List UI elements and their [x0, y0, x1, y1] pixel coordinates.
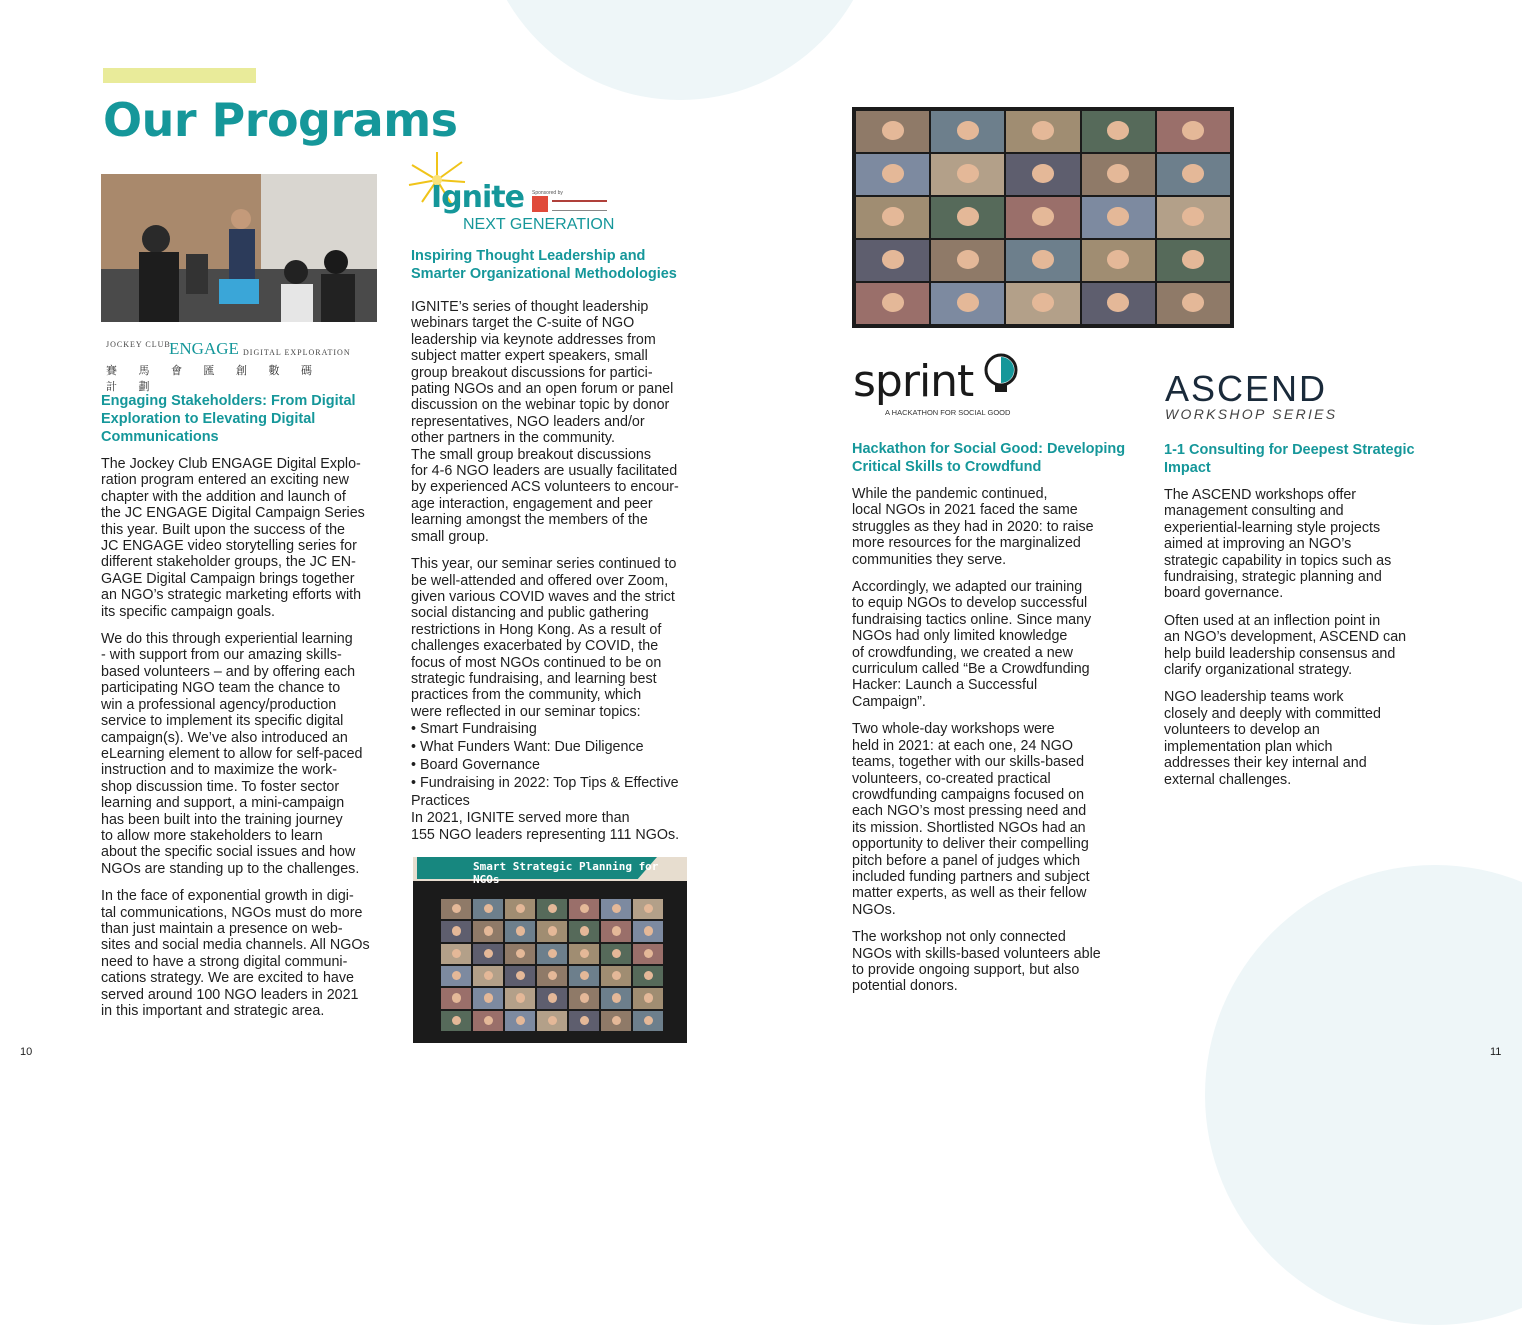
ignite-paragraph: This year, our seminar series continued to be well-attended and offered over Zoom, given various COVID waves and the strict social distancing and public gathering restrictions in Hong Kong. As a result of challenges exacerbated by COVID, the focus of most NGOs continued to be on strategic fundraising, and learning best practices from the community, which were reflected in our seminar topics:: [411, 556, 677, 720]
video-tile: [505, 921, 535, 941]
video-tile: [505, 899, 535, 919]
video-tile: [1082, 111, 1155, 152]
video-tile: [505, 944, 535, 964]
video-tile: [569, 899, 599, 919]
video-tile: [537, 921, 567, 941]
ignite-subtitle: Inspiring Thought Leadership and Smarter Organizational Methodologies: [411, 248, 677, 282]
ignite-logo-tag: NEXT GENERATION: [463, 216, 615, 233]
seminar-topic: • Fundraising in 2022: Top Tips & Effective Practices: [411, 774, 703, 810]
video-tile: [1157, 154, 1230, 195]
video-tile: [473, 944, 503, 964]
video-tile: [441, 1011, 471, 1031]
engage-logo-chinese: 賽 馬 會 匯 創 數 碼 計 劃: [106, 364, 321, 393]
seminar-topic: • Smart Fundraising: [411, 720, 703, 738]
video-tile: [441, 966, 471, 986]
video-tile: [569, 944, 599, 964]
video-tile: [931, 154, 1004, 195]
ignite-logo-name: Ignite: [431, 180, 524, 215]
video-tile: [569, 966, 599, 986]
engage-logo-brand: JOCKEY CLUB: [106, 340, 171, 349]
video-tile: [505, 1011, 535, 1031]
video-tile: [601, 1011, 631, 1031]
video-tile: [441, 899, 471, 919]
video-tile: [569, 988, 599, 1008]
video-tile: [1006, 111, 1079, 152]
ignite-paragraph: IGNITE’s series of thought leadership webinars target the C-suite of NGO leadership via keynote addresses from subject matter expert speakers, small group breakout discussions for partici- pating NGOs and an open forum or panel discussion on the webinar topic by donor representatives, NGO leaders and/or other partners in the community. The small group breakout discussions for 4-6 NGO leaders are usually facilitated by experienced ACS volunteers to encour- age interaction, engagement and peer learning amongst the members of the small group.: [411, 299, 679, 545]
video-tile: [473, 988, 503, 1008]
video-tile: [633, 966, 663, 986]
sprint-paragraph: Accordingly, we adapted our training to equip NGOs to develop successful fundraising tactics online. Since many NGOs had only limited knowledge of crowdfunding, we created a new curriculum called “Be a Crowdfunding Hacker: Launch a Successful Campaign”.: [852, 579, 1092, 710]
seminar-topic: • What Funders Want: Due Diligence: [411, 738, 703, 756]
sprint-logo-tag: A HACKATHON FOR SOCIAL GOOD: [885, 408, 1011, 417]
engage-logo: [103, 335, 353, 393]
webinar-video-grid: [437, 895, 667, 1035]
lightbulb-icon: [981, 352, 1021, 396]
video-tile: [1006, 283, 1079, 324]
video-tile: [1082, 197, 1155, 238]
video-tile: [537, 899, 567, 919]
video-tile: [601, 988, 631, 1008]
sprint-paragraph: While the pandemic continued, local NGOs in 2021 faced the same struggles as they had in 2020: to raise more resources for the marginalized communities they serve.: [852, 486, 1094, 568]
sprint-paragraph: Two whole-day workshops were held in 2021: at each one, 24 NGO teams, together with our skills-based volunteers, co-created practical crowdfunding campaigns focused on each NGO’s most pressing need and its mission. Shortlisted NGOs had an opportunity to deliver their compelling pitch before a panel of judges which included funding partners and subject matter experts, as well as their fellow NGOs.: [852, 721, 1090, 918]
video-tile: [1006, 240, 1079, 281]
video-tile: [1157, 197, 1230, 238]
engage-logo-name: ENGAGE: [169, 339, 239, 358]
video-tile: [1157, 111, 1230, 152]
ascend-logo-name: ASCEND: [1165, 368, 1328, 409]
video-tile: [537, 1011, 567, 1031]
sprint-zoom-screenshot: [852, 107, 1234, 328]
video-tile: [473, 966, 503, 986]
video-tile: [601, 966, 631, 986]
video-tile: [856, 154, 929, 195]
video-tile: [931, 283, 1004, 324]
engage-workshop-photo: [101, 174, 377, 322]
video-tile: [601, 921, 631, 941]
video-tile: [633, 1011, 663, 1031]
video-tile: [441, 921, 471, 941]
video-tile: [1082, 283, 1155, 324]
ignite-webinar-screenshot: [413, 857, 687, 1043]
background-circle-bottom: [1205, 865, 1522, 1325]
ignite-column: [411, 247, 703, 854]
video-tile: [473, 921, 503, 941]
engage-paragraph: The Jockey Club ENGAGE Digital Explo- ration program entered an exciting new chapter with the addition and launch of the JC ENGAGE Digital Campaign Series this year. Built upon the success of the JC ENGAGE video storytelling series for different stakeholder groups, the JC EN- GAGE Digital Campaign brings together an NGO’s strategic marketing efforts with its specific campaign goals.: [101, 456, 365, 620]
ignite-sponsor-label: Sponsored by: [532, 190, 563, 196]
ascend-logo: [1165, 370, 1345, 430]
ascend-subtitle: 1-1 Consulting for Deepest Strategic Impact: [1164, 442, 1415, 476]
engage-paragraph: In the face of exponential growth in digi- tal communications, NGOs must do more than just maintain a presence on web- sites and social media channels. All NGOs need to have a strong digital communi- cations strategy. We are excited to have served around 100 NGO leaders in 2021 in this important and strategic area.: [101, 888, 370, 1019]
seminar-topic: • Board Governance: [411, 756, 703, 774]
ascend-paragraph: Often used at an inflection point in an NGO’s development, ASCEND can help build leadership consensus and clarify organizational strategy.: [1164, 612, 1407, 679]
engage-logo-tag: DIGITAL EXPLORATION: [243, 348, 351, 357]
video-tile: [931, 240, 1004, 281]
engage-column: [101, 392, 386, 1030]
video-tile: [601, 899, 631, 919]
video-tile: [537, 966, 567, 986]
video-tile: [537, 988, 567, 1008]
video-tile: [633, 988, 663, 1008]
video-tile: [1157, 240, 1230, 281]
video-tile: [569, 1011, 599, 1031]
page-number-left: 10: [20, 1046, 33, 1058]
video-tile: [601, 944, 631, 964]
video-tile: [856, 197, 929, 238]
page-number-right: 11: [1490, 1046, 1502, 1058]
video-tile: [1157, 283, 1230, 324]
video-tile: [931, 197, 1004, 238]
video-tile: [441, 944, 471, 964]
video-tile: [856, 111, 929, 152]
sprint-column: [852, 440, 1132, 1006]
video-tile: [441, 988, 471, 1008]
video-tile: [931, 111, 1004, 152]
seminar-topics-list: [411, 720, 703, 810]
sprint-paragraph: The workshop not only connected NGOs with skills-based volunteers able to provide ongoing support, but also potential donors.: [852, 929, 1101, 995]
video-tile: [569, 921, 599, 941]
video-tile: [633, 899, 663, 919]
video-tile: [856, 283, 929, 324]
webinar-banner: [413, 857, 687, 886]
sponsor-logo-icon: [532, 196, 548, 212]
webinar-banner-title: Smart Strategic Planning for NGOs: [473, 860, 659, 886]
sponsor-logo-text-icon: [552, 200, 607, 211]
video-tile: [473, 1011, 503, 1031]
page-title: Our Programs: [103, 93, 458, 147]
video-tile: [505, 966, 535, 986]
video-tile: [1082, 154, 1155, 195]
sprint-logo-name: sprint: [853, 356, 974, 407]
video-tile: [537, 944, 567, 964]
video-tile: [505, 988, 535, 1008]
ascend-paragraph: The ASCEND workshops offer management consulting and experiential-learning style projects aimed at improving an NGO’s strategic capability in topics such as fundraising, strategic planning and board governance.: [1164, 487, 1392, 602]
video-tile: [1082, 240, 1155, 281]
ignite-logo: [407, 150, 617, 240]
engage-paragraph: We do this through experiential learning - with support from our amazing skills- based volunteers – and by offering each participating NGO team the chance to win a professional agency/production service to implement its specific digital campaign(s). We’ve also introduced an eLearning element to allow for self-paced instruction and to maximize the work- shop discussion time. To foster sector learning and support, a mini-campaign has been built into the training journey to allow more stakeholders to learn about the specific social issues and how NGOs are standing up to the challenges.: [101, 631, 363, 877]
ascend-paragraph: NGO leadership teams work closely and deeply with committed volunteers to develop an implementation plan which addresses their key internal and external challenges.: [1164, 689, 1381, 788]
ascend-column: [1164, 441, 1434, 799]
video-tile: [473, 899, 503, 919]
sprint-logo: [853, 352, 1033, 422]
engage-subtitle: Engaging Stakeholders: From Digital Exploration to Elevating Digital Communications: [101, 393, 356, 445]
video-tile: [856, 240, 929, 281]
ascend-logo-tag: WORKSHOP SERIES: [1165, 406, 1338, 422]
background-circle-top: [480, 0, 880, 100]
video-tile: [1006, 197, 1079, 238]
sprint-subtitle: Hackathon for Social Good: Developing Critical Skills to Crowdfund: [852, 441, 1126, 475]
ignite-closing: In 2021, IGNITE served more than 155 NGO leaders representing 111 NGOs.: [411, 810, 680, 843]
video-tile: [633, 921, 663, 941]
title-accent-bar: [103, 68, 256, 83]
video-tile: [1006, 154, 1079, 195]
video-tile: [633, 944, 663, 964]
zoom-video-grid: [852, 107, 1234, 328]
